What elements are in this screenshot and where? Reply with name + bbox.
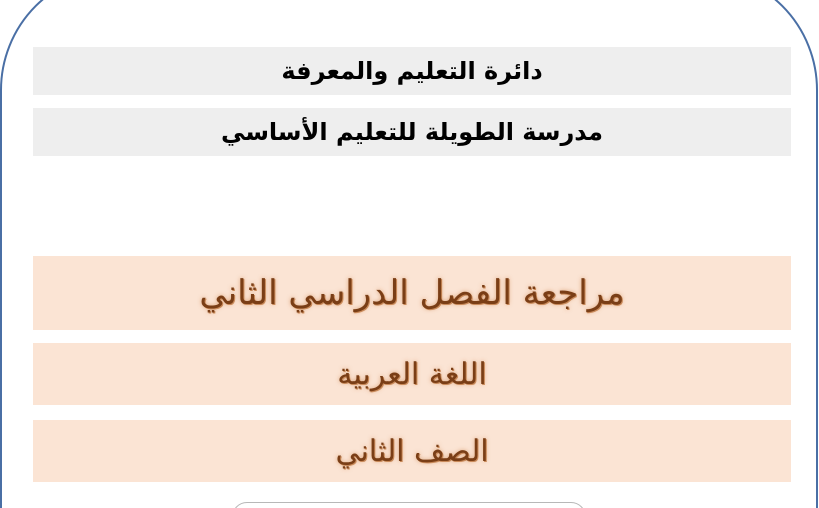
school-name: مدرسة الطويلة للتعليم الأساسي	[33, 108, 791, 156]
grade-level: الصف الثاني	[33, 420, 791, 482]
review-title: مراجعة الفصل الدراسي الثاني	[33, 256, 791, 330]
subject-name: اللغة العربية	[33, 343, 791, 405]
directorate-title: دائرة التعليم والمعرفة	[33, 47, 791, 95]
student-info-box	[232, 502, 586, 508]
